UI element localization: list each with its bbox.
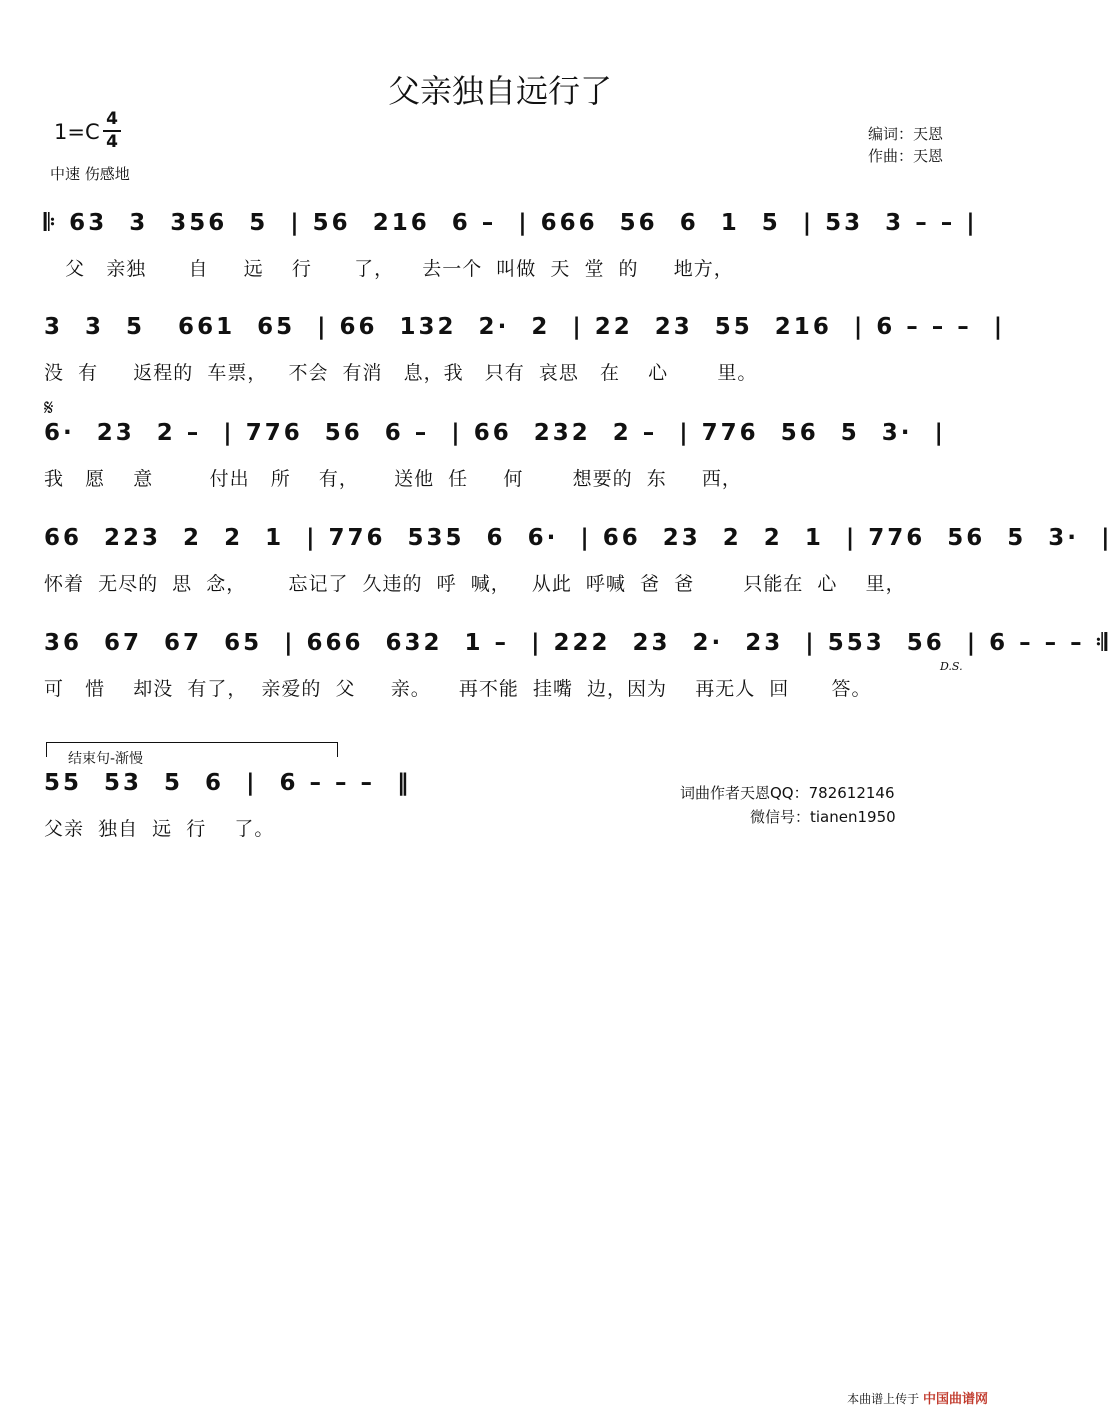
ds-marking: D.S. [940, 660, 963, 673]
lyrics-line-5: 可 惜 却没 有了， 亲爱的 父 亲。 再不能 挂嘴 边，因为 再无人 回 答。 [44, 678, 872, 700]
ending-label: 结束句-渐慢 [68, 751, 144, 767]
notes-line-1: 𝄆 63 3 356 5 | 56 216 6 – | 666 56 6 1 5 | 53 3 – – | [44, 210, 978, 236]
lyrics-line-2: 没 有 返程的 车票， 不会 有消 息，我 只有 哀思 在 心 里。 [44, 362, 758, 384]
score-ending [44, 770, 412, 840]
score-line-5 [44, 630, 1110, 700]
composer-credit: 作曲：天恩 [868, 147, 944, 165]
time-signature-bottom: 4 [106, 132, 118, 152]
notes-line-5: 36 67 67 65 | 666 632 1 – | 222 23 2· 23 | 553 56 | 6 – – – 𝄇 [44, 630, 1110, 656]
segno-sign: 𝄋 [44, 396, 54, 421]
notes-line-2: 3 3 5 661 65 | 66 132 2· 2 | 22 23 55 216 | 6 – – – | [44, 314, 1006, 340]
notes-ending: 55 53 5 6 | 6 – – – ‖ [44, 770, 412, 796]
key-signature: 1=C [54, 120, 100, 144]
footer-prefix: 本曲谱上传于 [847, 1392, 920, 1406]
notes-line-4: 66 223 2 2 1 | 776 535 6 6· | 66 23 2 2 1 | 776 56 5 3· | [44, 525, 1112, 551]
score-line-1 [44, 210, 978, 280]
score-line-2 [44, 314, 1006, 384]
score-line-4 [44, 525, 1112, 595]
lyrics-line-1: 父 亲独 自 远 行 了， 去一个 叫做 天 堂 的 地方， [44, 258, 734, 280]
lyricist-credit: 编词：天恩 [868, 125, 944, 143]
notes-line-3: 6· 23 2 – | 776 56 6 – | 66 232 2 – | 776 56 5 3· | [44, 420, 946, 446]
author-qq: 词曲作者天恩QQ：782612146 [680, 784, 895, 802]
time-signature-top: 4 [106, 109, 118, 129]
site-footer [847, 1388, 988, 1407]
lyrics-line-4: 怀着 无尽的 思 念， 忘记了 久违的 呼 喊， 从此 呼喊 爸 爸 只能在 心 里， [44, 573, 906, 595]
page-title: 父亲独自远行了 [387, 72, 612, 110]
time-signature [101, 110, 123, 152]
lyrics-line-3: 我 愿 意 付出 所 有， 送他 任 何 想要的 东 西， [44, 468, 742, 490]
site-logo[interactable]: 中国曲谱网 [922, 1392, 988, 1407]
author-wechat: 微信号：tianen1950 [750, 808, 896, 826]
tempo-marking: 中速 伤感地 [50, 165, 130, 183]
score-line-3 [44, 420, 964, 490]
lyrics-ending: 父亲 独自 远 行 了。 [44, 818, 275, 840]
